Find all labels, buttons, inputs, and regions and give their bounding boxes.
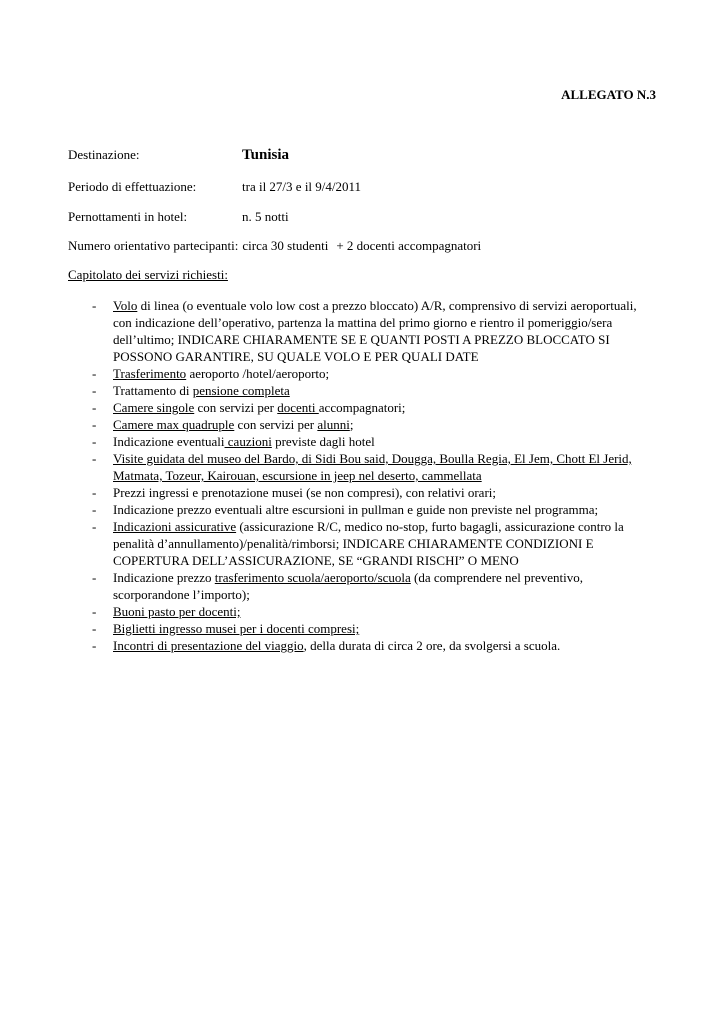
list-item-camere-singole bbox=[68, 399, 658, 416]
list-dash: - bbox=[92, 451, 97, 466]
destinazione-value: Tunisia bbox=[242, 147, 289, 163]
trasferimento-scuola-term: trasferimento scuola/aeroporto/scuola bbox=[214, 570, 411, 585]
list-dash: - bbox=[92, 570, 97, 585]
list-dash: - bbox=[92, 519, 97, 534]
camere-singole-text: con servizi per bbox=[194, 400, 278, 415]
biglietti-term: Biglietti ingresso musei per i docenti compresi; bbox=[113, 621, 360, 636]
list-dash: - bbox=[92, 604, 97, 619]
cauzioni-text: Indicazione eventuali bbox=[113, 434, 225, 449]
list-dash: - bbox=[92, 638, 97, 653]
list-item-assicurative bbox=[68, 518, 658, 569]
camere-quadruple-text: con servizi per bbox=[234, 417, 318, 432]
incontri-text: , della durata di circa 2 ore, da svolgersi a scuola. bbox=[303, 638, 561, 653]
list-dash: - bbox=[92, 502, 97, 517]
list-item-biglietti bbox=[68, 620, 658, 637]
trattamento-term: pensione completa bbox=[192, 383, 290, 398]
camere-singole-docenti: docenti bbox=[277, 400, 319, 415]
periodo-label: Periodo di effettuazione: bbox=[68, 179, 197, 194]
list-dash: - bbox=[92, 400, 97, 415]
pernottamenti-value: n. 5 notti bbox=[242, 209, 289, 224]
list-item-trasferimento bbox=[68, 365, 658, 382]
list-dash: - bbox=[92, 485, 97, 500]
list-dash: - bbox=[92, 298, 97, 313]
list-item-trasferimento-scuola bbox=[68, 569, 658, 603]
list-item-trattamento bbox=[68, 382, 658, 399]
field-pernottamenti bbox=[68, 208, 668, 225]
field-partecipanti bbox=[68, 237, 668, 254]
camere-singole-tail: accompagnatori; bbox=[318, 400, 406, 415]
pernottamenti-label: Pernottamenti in hotel: bbox=[68, 209, 188, 224]
partecipanti-docenti: + 2 docenti accompagnatori bbox=[336, 238, 482, 253]
volo-text: di linea (o eventuale volo low cost a prezzo bloccato) A/R, comprensivo di servizi aeroportuali, con indicazione dell’operativo, partenza la mattina del primo giorno e rientro il pomeriggio/sera dell’ultimo; INDICARE CHIARAMENTE SE E QUANTI POSTI A PREZZO BLOCCATO SI POSSONO GARANTIRE, SU QUALE VOLO E PER QUALI DATE bbox=[113, 298, 637, 364]
trasferimento-text: aeroporto /hotel/aeroporto; bbox=[186, 366, 330, 381]
list-item-cauzioni bbox=[68, 433, 658, 450]
list-dash: - bbox=[92, 383, 97, 398]
assicurative-term: Indicazioni assicurative bbox=[113, 519, 237, 534]
list-dash: - bbox=[92, 366, 97, 381]
camere-quadruple-tail: ; bbox=[349, 417, 354, 432]
trasferimento-scuola-tail: (da comprendere nel preventivo, scorporandone l’importo); bbox=[113, 570, 583, 602]
list-item-buoni-pasto bbox=[68, 603, 658, 620]
trasferimento-term: Trasferimento bbox=[113, 366, 187, 381]
list-item-prezzi-musei bbox=[68, 484, 658, 501]
list-item-camere-quadruple bbox=[68, 416, 658, 433]
assicurative-text: (assicurazione R/C, medico no-stop, furto bagagli, assicurazione contro la penalità d’annullamento)/penalità/rimborsi; INDICARE CHIARAMENTE CONDIZIONI E COPERTURA DELL’ASSICURAZIONE, SE “GRANDI RISCHI” O MENO bbox=[113, 519, 624, 568]
trattamento-text: Trattamento di bbox=[113, 383, 193, 398]
list-dash: - bbox=[92, 417, 97, 432]
cauzioni-tail: previste dagli hotel bbox=[271, 434, 375, 449]
camere-quadruple-alunni: alunni bbox=[317, 417, 350, 432]
field-destinazione bbox=[68, 146, 668, 164]
list-dash: - bbox=[92, 434, 97, 449]
list-item-volo bbox=[68, 297, 658, 365]
cauzioni-term: cauzioni bbox=[224, 434, 272, 449]
camere-quadruple-term: Camere max quadruple bbox=[113, 417, 235, 432]
partecipanti-label: Numero orientativo partecipanti: bbox=[68, 238, 239, 253]
capitolato-title: Capitolato dei servizi richiesti: bbox=[68, 267, 228, 282]
partecipanti-value: circa 30 studenti bbox=[242, 238, 329, 253]
prezzi-musei-text: Prezzi ingressi e prenotazione musei (se non compresi), con relativi orari; bbox=[113, 485, 497, 500]
buoni-pasto-term: Buoni pasto per docenti; bbox=[113, 604, 241, 619]
incontri-term: Incontri di presentazione del viaggio bbox=[113, 638, 304, 653]
field-periodo bbox=[68, 178, 668, 195]
destinazione-label: Destinazione: bbox=[68, 147, 140, 162]
volo-term: Volo bbox=[113, 298, 138, 313]
periodo-value: tra il 27/3 e il 9/4/2011 bbox=[242, 179, 362, 194]
list-dash: - bbox=[92, 621, 97, 636]
escursioni-text: Indicazione prezzo eventuali altre escursioni in pullman e guide non previste nel programma; bbox=[113, 502, 599, 517]
visite-term: Visite guidata del museo del Bardo, di Sidi Bou said, Dougga, Boulla Regia, El Jem, Chott El Jerid, Matmata, Tozeur, Kairouan, escursione in jeep nel deserto, cammellata bbox=[113, 451, 632, 483]
allegato-heading: ALLEGATO N.3 bbox=[561, 87, 656, 102]
list-item-incontri bbox=[68, 637, 658, 654]
camere-singole-term: Camere singole bbox=[113, 400, 195, 415]
trasferimento-scuola-text: Indicazione prezzo bbox=[113, 570, 215, 585]
list-item-visite bbox=[68, 450, 658, 484]
services-list bbox=[68, 297, 658, 654]
list-item-escursioni bbox=[68, 501, 658, 518]
